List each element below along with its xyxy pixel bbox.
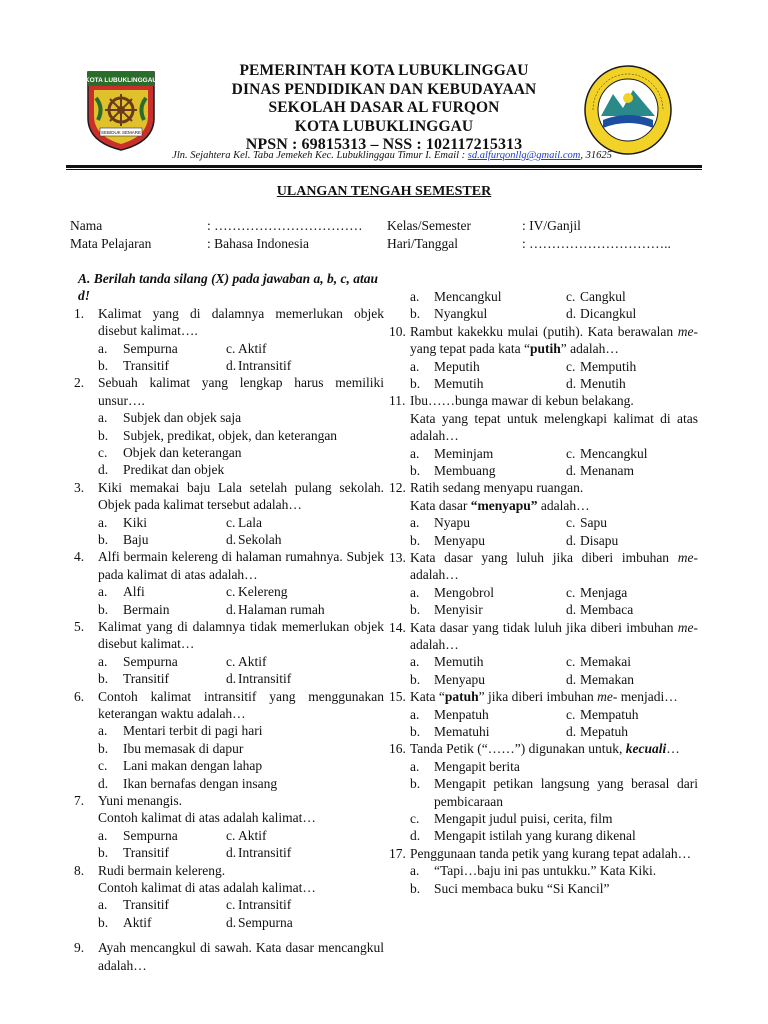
question-1-options-ac[interactable]: a. Sempurna c. Aktif [98, 340, 267, 356]
question-6-option-a[interactable]: a. Mentari terbit di pagi hari [98, 723, 263, 739]
question-7-options-bd[interactable]: b. Transitif d. Intransitif [98, 845, 292, 861]
question-2-option-d[interactable]: d. Predikat dan objek [98, 462, 225, 478]
question-4: 4. Alfi bermain kelereng di halaman rumahnya. Subjek pada kalimat di atas adalah… [74, 549, 384, 582]
question-11: 11. Ibu……bunga mawar di kebun belakang. [389, 393, 634, 409]
question-16-option-b[interactable]: b. Mengapit petikan langsung yang berasal dari pembicaraan [410, 776, 698, 809]
question-2-option-a[interactable]: a. Subjek dan objek saja [98, 410, 242, 426]
header-divider-thin [66, 169, 702, 170]
city-emblem-logo [84, 68, 158, 152]
question-9-options-bd[interactable]: b. Nyangkul d. Dicangkul [410, 306, 637, 322]
question-5-options-bd[interactable]: b. Transitif d. Intransitif [98, 671, 292, 687]
question-7: 7. Yuni menangis. [74, 792, 182, 808]
question-11-prompt: Kata yang tepat untuk melengkapi kalimat di atas adalah… [410, 410, 698, 444]
nama-label: Nama [70, 218, 103, 233]
question-6: 6. Contoh kalimat intransitif yang menggunakan keterangan waktu adalah… [74, 688, 384, 721]
question-6-option-d[interactable]: d. Ikan bernafas dengan insang [98, 775, 278, 791]
question-12: 12. Ratih sedang menyapu ruangan. [389, 480, 584, 496]
question-11-options-bd[interactable]: b. Membuang d. Menanam [410, 462, 634, 478]
question-17: 17. Penggunaan tanda petik yang kurang tepat adalah… [389, 845, 692, 861]
question-8-options-ac[interactable]: a. Transitif c. Intransitif [98, 897, 292, 913]
question-7-prompt: Contoh kalimat di atas adalah kalimat… [98, 810, 316, 826]
postal-code: , 31625 [580, 150, 612, 161]
school-address [82, 150, 702, 161]
question-13-options-ac[interactable]: a. Mengobrol c. Menjaga [410, 584, 628, 600]
question-3-options-ac[interactable]: a. Kiki c. Lala [98, 514, 262, 530]
question-1: 1. Kalimat yang di dalamnya memerlukan objek disebut kalimat…. [74, 305, 384, 339]
question-10-options-bd[interactable]: b. Memutih d. Menutih [410, 375, 626, 391]
address-text: Jln. Sejahtera Kel. Taba Jemekeh Kec. Lubuklinggau Timur I. Email : [172, 150, 468, 161]
hari-label: Hari/Tanggal [387, 236, 459, 251]
question-2-option-b[interactable]: b. Subjek, predikat, objek, dan keterangan [98, 427, 338, 443]
section-a-instruction: A. Berilah tanda silang (X) pada jawaban a, b, c, atau d! [78, 271, 379, 304]
question-17-option-a[interactable]: a. “Tapi…baju ini pas untukku.” Kata Kiki. [410, 863, 657, 879]
question-17-option-b[interactable]: b. Suci membaca buku “Si Kancil” [410, 880, 610, 896]
question-9-options-ac[interactable]: a. Mencangkul c. Cangkul [410, 289, 626, 304]
question-15: 15. Kata “patuh” jika diberi imbuhan me- menjadi… [389, 689, 678, 705]
question-1-options-bd[interactable]: b. Transitif d. Intransitif [98, 358, 292, 374]
question-14-options-bd[interactable]: b. Menyapu d. Memakan [410, 671, 634, 687]
questions-right-column [390, 288, 698, 897]
header-divider-thick [66, 165, 702, 168]
hari-field[interactable]: : ………………………….. [522, 236, 671, 251]
mapel-value: : Bahasa Indonesia [207, 236, 309, 251]
question-8-prompt: Contoh kalimat di atas adalah kalimat… [98, 879, 316, 895]
question-12-prompt: Kata dasar “menyapu” adalah… [410, 497, 590, 513]
letterhead-npsn: NPSN : 69815313 – NSS : 102117215313 [245, 136, 523, 154]
letterhead-school: SEKOLAH DASAR AL FURQON [268, 99, 500, 117]
question-9: 9. Ayah mencangkul di sawah. Kata dasar mencangkul adalah… [74, 940, 384, 973]
question-6-option-b[interactable]: b. Ibu memasak di dapur [98, 740, 244, 756]
questions-left-column [72, 270, 384, 974]
letterhead [160, 62, 608, 155]
question-6-option-c[interactable]: c. Lani makan dengan lahap [98, 758, 263, 774]
nama-field[interactable]: : …………………………… [207, 218, 363, 233]
letterhead-department: DINAS PENDIDIKAN DAN KEBUDAYAAN [231, 80, 537, 98]
question-4-options-bd[interactable]: b. Bermain d. Halaman rumah [98, 601, 325, 617]
question-3-options-bd[interactable]: b. Baju d. Sekolah [98, 531, 282, 547]
question-14: 14. Kata dasar yang tidak luluh jika diberi imbuhan me- adalah… [389, 619, 698, 652]
question-8: 8. Rudi bermain kelereng. [74, 862, 226, 878]
question-5-options-ac[interactable]: a. Sempurna c. Aktif [98, 653, 267, 669]
question-16-option-a[interactable]: a. Mengapit berita [410, 758, 520, 774]
question-15-options-ac[interactable]: a. Menpatuh c. Mempatuh [410, 706, 639, 722]
question-16-option-c[interactable]: c. Mengapit judul puisi, cerita, film [410, 810, 613, 826]
logo-left-motto: SEBIDUK SEMARE [100, 130, 142, 135]
question-13-options-bd[interactable]: b. Menyisir d. Membaca [410, 602, 634, 618]
question-7-options-ac[interactable]: a. Sempurna c. Aktif [98, 827, 267, 843]
question-4-options-ac[interactable]: a. Alfi c. Kelereng [98, 584, 288, 600]
mapel-label: Mata Pelajaran [70, 236, 152, 251]
question-15-options-bd[interactable]: b. Mematuhi d. Mepatuh [410, 723, 628, 739]
question-13: 13. Kata dasar yang luluh jika diberi imbuhan me-adalah… [389, 549, 698, 583]
question-5: 5. Kalimat yang di dalamnya tidak memerlukan objek disebut kalimat… [74, 618, 384, 652]
logo-left-text: KOTA LUBUKLINGGAU [84, 77, 158, 84]
kelas-value: : IV/Ganjil [522, 218, 581, 233]
question-11-options-ac[interactable]: a. Meminjam c. Mencangkul [410, 445, 648, 461]
question-10: 10. Rambut kakekku mulai (putih). Kata berawalan me- yang tepat pada kata “putih” adalah… [389, 323, 698, 357]
question-16-option-d[interactable]: d. Mengapit istilah yang kurang dikenal [410, 828, 636, 844]
email-link[interactable]: sd.alfurqonllg@gmail.com [467, 150, 581, 161]
question-14-options-ac[interactable]: a. Memutih c. Memakai [410, 654, 631, 670]
question-2-option-c[interactable]: c. Objek dan keterangan [98, 445, 242, 460]
question-16: 16. Tanda Petik (“……”) digunakan untuk, kecuali… [389, 741, 680, 757]
question-2: 2. Sebuah kalimat yang lengkap harus memiliki unsur…. [74, 375, 384, 408]
question-8-options-bd[interactable]: b. Aktif d. Sempurna [98, 914, 293, 930]
kelas-label: Kelas/Semester [387, 218, 471, 233]
question-10-options-ac[interactable]: a. Meputih c. Memputih [410, 358, 637, 374]
exam-title: ULANGAN TENGAH SEMESTER [276, 184, 492, 199]
question-3: 3. Kiki memakai baju Lala setelah pulang sekolah. Objek pada kalimat tersebut adalah… [74, 479, 384, 513]
letterhead-city: KOTA LUBUKLINGGAU [294, 117, 474, 135]
question-12-options-ac[interactable]: a. Nyapu c. Sapu [410, 515, 607, 531]
letterhead-government: PEMERINTAH KOTA LUBUKLINGGAU [239, 62, 529, 79]
question-12-options-bd[interactable]: b. Menyapu d. Disapu [410, 532, 619, 548]
